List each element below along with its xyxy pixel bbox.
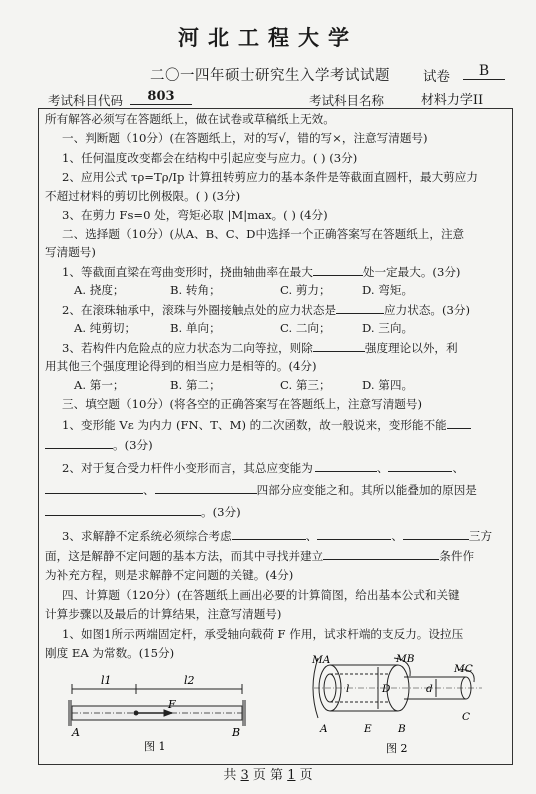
label-B: B xyxy=(232,726,241,739)
answer-blank xyxy=(313,263,363,276)
q2-3-options xyxy=(74,377,413,393)
label-MA: MA xyxy=(312,654,331,666)
q3-3-line2 xyxy=(45,547,474,564)
q2-1-options xyxy=(74,282,413,298)
label-d: d xyxy=(426,683,433,695)
q3-2-line3 xyxy=(45,503,241,520)
subject-name-label: 考试科目名称 xyxy=(309,93,385,108)
q2-2-text-a: 2、在滚珠轴承中，滚珠与外圈接触点处的应力状态是 xyxy=(62,303,337,317)
label-A: A xyxy=(320,723,328,735)
footer-mid: 页 第 xyxy=(252,768,284,783)
subject-code-label: 考试科目代码 xyxy=(48,93,124,108)
q1-2-line2: 不超过材料的剪切比例极限。( ) (3分) xyxy=(45,189,241,203)
label-E: E xyxy=(364,723,372,735)
section-3-heading: 三、填空题（10分）(将各空的正确答案写在答题纸上，注意写清题号) xyxy=(62,397,423,411)
instruction-line: 所有解答必须写在答题纸上，做在试卷或草稿纸上无效。 xyxy=(45,112,335,126)
answer-blank xyxy=(155,481,257,494)
option-a: A. 挠度； xyxy=(74,283,125,297)
q1-2-line1: 2、应用公式 τρ=Tρ/Ip 计算扭转剪应力的基本条件是等截面直圆杆，最大剪应力 xyxy=(62,170,478,184)
q4-1-line2: 刚度 EA 为常数。(15分) xyxy=(45,646,175,660)
q3-3-text-a: 3、求解静不定系统必须综合考虑 xyxy=(62,529,232,543)
answer-blank xyxy=(45,481,143,494)
q3-1-text: 1、变形能 Vε 为内力 (FN、T、M) 的二次函数，故一般说来，变形能不能 xyxy=(62,418,447,432)
answer-blank xyxy=(315,459,377,472)
q1-1: 1、任何温度改变都会在结构中引起应变与应力。( ) (3分) xyxy=(62,151,358,165)
q2-1-text-b: 处一定最大。(3分) xyxy=(362,265,461,279)
q1-3: 3、在剪力 Fs=0 处，弯矩必取 |M|max。( ) (4分) xyxy=(62,208,328,222)
option-c: C. 二向； xyxy=(280,321,331,335)
answer-blank xyxy=(45,436,113,449)
option-d: D. 第四。 xyxy=(362,378,414,392)
q3-2-line2: 、 四部分应变能之和。其所以能叠加的原因是 xyxy=(45,481,477,498)
q2-1 xyxy=(62,263,460,280)
option-d: D. 弯矩。 xyxy=(362,283,414,297)
q3-3-text-b: 三方 xyxy=(468,529,493,543)
section-1-heading: 一、判断题（10分）(在答题纸上，对的写√，错的写×，注意写清题号) xyxy=(62,131,428,145)
q2-2-options xyxy=(74,320,413,336)
answer-blank xyxy=(447,416,471,429)
label-F: F xyxy=(168,698,176,711)
answer-blank xyxy=(388,459,452,472)
label-MB: MB xyxy=(396,653,415,665)
q3-3-text-c: 面，这是解静不定问题的基本方法，而其中寻找并建立 xyxy=(45,549,324,563)
answer-blank xyxy=(313,339,365,352)
answer-blank xyxy=(403,527,469,540)
q3-2-text: 2、对于复合受力杆件小变形而言，其总应变能为 xyxy=(62,461,313,475)
option-c: C. 剪力； xyxy=(280,283,331,297)
page-footer xyxy=(0,764,536,783)
q2-3-text-a: 3、若构件内危险点的应力状态为二向等拉，则除 xyxy=(62,341,313,355)
q2-3-line1 xyxy=(62,339,458,356)
fixed-support-right xyxy=(242,700,246,726)
label-l1: l1 xyxy=(101,674,112,687)
q4-1-line1: 1、如图1所示两端固定杆，承受轴向载荷 F 作用，试求杆端的支反力。设拉压 xyxy=(62,627,464,641)
option-b: B. 转角； xyxy=(170,283,221,297)
label-l: l xyxy=(346,683,350,695)
figure-1-caption: 图 1 xyxy=(144,740,166,753)
exam-title: 二〇一四年硕士研究生入学考试试题 xyxy=(150,68,390,84)
q2-3-line2: 用其他三个强度理论得到的相当应力是相等的。(4分) xyxy=(45,359,317,373)
paper-value: B xyxy=(463,63,505,80)
option-a: A. 第一； xyxy=(74,378,125,392)
q3-1-text-b: 。(3分) xyxy=(113,438,153,452)
answer-blank xyxy=(317,527,391,540)
footer-page-number: 1 xyxy=(287,768,296,783)
q3-2-text-c: 。(3分) xyxy=(201,505,241,519)
figure-1 xyxy=(58,670,268,760)
fixed-support-left xyxy=(68,700,72,726)
answer-blank xyxy=(323,547,439,560)
q3-2-line1: 2、对于复合受力杆件小变形而言，其总应变能为 、 、 xyxy=(62,461,465,475)
subject-name-value: 材料力学II xyxy=(398,89,506,109)
option-c: C. 第三； xyxy=(280,378,331,392)
q3-3-text-d: 条件作 xyxy=(439,549,475,563)
answer-blank xyxy=(336,301,384,314)
figure-2 xyxy=(306,650,506,762)
q2-2 xyxy=(62,301,470,318)
q2-3-text-b: 强度理论以外，利 xyxy=(364,341,458,355)
answer-blank xyxy=(232,527,306,540)
label-B: B xyxy=(398,723,406,735)
answer-blank xyxy=(45,503,201,516)
q3-1-line1 xyxy=(62,416,471,433)
section-4-heading-cont: 计算步骤以及最后的计算结果，注意写清题号) xyxy=(45,607,282,621)
footer-total-pages: 3 xyxy=(240,768,249,783)
section-2-heading: 二、选择题（10分）(从A、B、C、D中选择一个正确答案写在答题纸上，注意 xyxy=(62,227,465,241)
option-b: B. 单向； xyxy=(170,321,221,335)
label-D: D xyxy=(382,683,391,695)
section-2-heading-cont: 写清题号) xyxy=(45,245,96,259)
subject-code-value: 803 xyxy=(130,89,192,105)
q3-2-text-b: 四部分应变能之和。其所以能叠加的原因是 xyxy=(256,483,477,497)
option-b: B. 第二； xyxy=(170,378,221,392)
q2-2-text-b: 应力状态。(3分) xyxy=(384,303,471,317)
figure-2-caption: 图 2 xyxy=(386,742,408,755)
label-MC: MC xyxy=(454,663,473,675)
university-name: 河北工程大学 xyxy=(178,26,358,50)
q2-1-text-a: 1、等截面直梁在弯曲变形时，挠曲轴曲率在最大 xyxy=(62,265,313,279)
q3-1-line2 xyxy=(45,436,153,453)
paper-label: 试卷 xyxy=(423,69,450,85)
label-A: A xyxy=(72,726,80,739)
option-d: D. 三向。 xyxy=(362,321,414,335)
option-a: A. 纯剪切； xyxy=(74,321,137,335)
label-l2: l2 xyxy=(184,674,195,687)
q3-3-line1: 3、求解静不定系统必须综合考虑 、 、 三方 xyxy=(62,529,493,543)
footer-pre: 共 xyxy=(223,768,237,783)
label-C: C xyxy=(462,711,471,723)
q3-3-line3: 为补充方程，则是求解静不定问题的关键。(4分) xyxy=(45,568,294,582)
footer-post: 页 xyxy=(299,768,313,783)
section-4-heading: 四、计算题（120分）(在答题纸上画出必要的计算简图，给出基本公式和关键 xyxy=(62,588,460,602)
